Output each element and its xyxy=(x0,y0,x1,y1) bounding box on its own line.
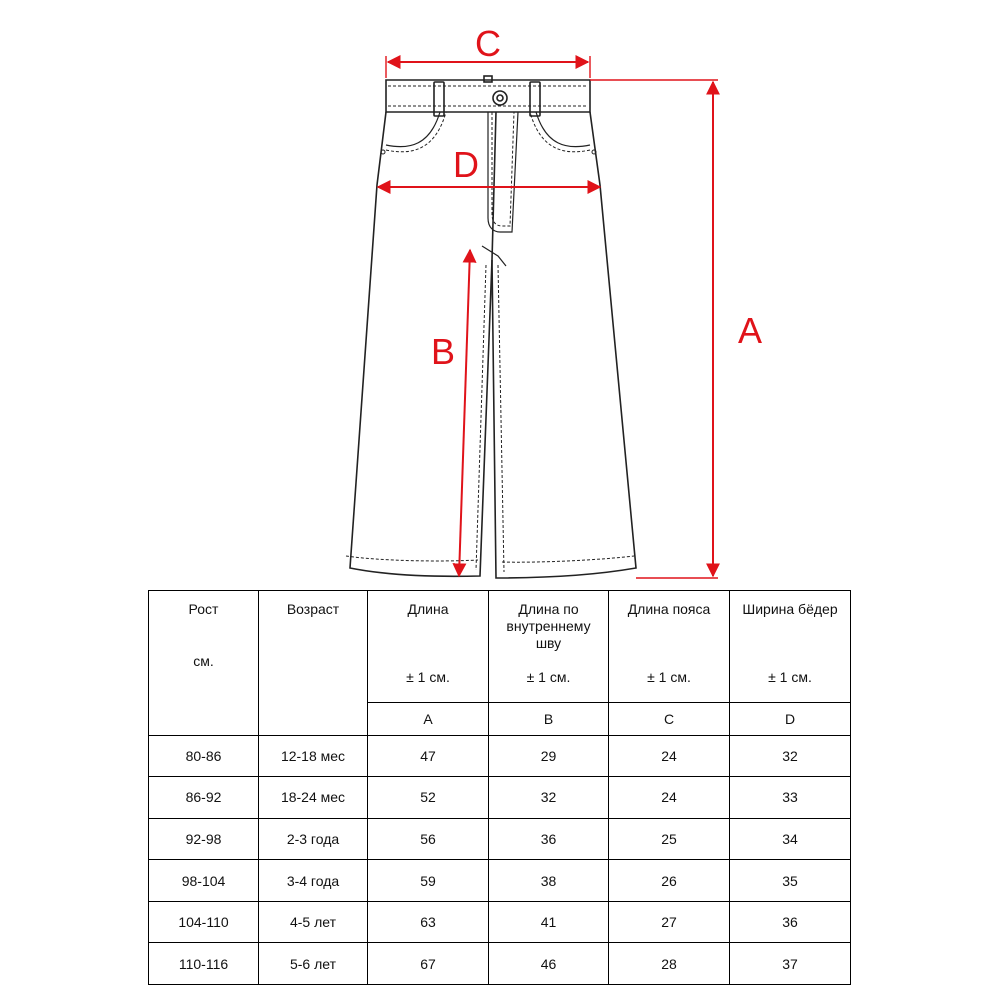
table-cell-age: 12-18 мес xyxy=(259,735,368,777)
table-cell-c: 24 xyxy=(609,777,730,819)
dimension-label-a: A xyxy=(737,310,763,351)
table-cell-height: 110-116 xyxy=(149,943,259,985)
table-cell-d: 37 xyxy=(730,943,851,985)
table-cell-a: 47 xyxy=(368,735,489,777)
table-row xyxy=(149,860,851,902)
table-cell-b: 38 xyxy=(489,860,609,902)
dimension-label-c: C xyxy=(475,23,501,64)
table-cell-d: 34 xyxy=(730,818,851,860)
table-cell-height: 86-92 xyxy=(149,777,259,819)
table-row xyxy=(149,818,851,860)
table-row xyxy=(149,943,851,985)
table-cell-height: 92-98 xyxy=(149,818,259,860)
table-cell-age: 2-3 года xyxy=(259,818,368,860)
table-cell-a: 67 xyxy=(368,943,489,985)
table-cell-a: 56 xyxy=(368,818,489,860)
header-height: Рост см. xyxy=(149,591,259,736)
header-letter-b: B xyxy=(489,702,609,735)
table-row xyxy=(149,901,851,943)
header-length: Длина ± 1 см. xyxy=(368,591,489,703)
header-letter-d: D xyxy=(730,702,851,735)
dimension-label-b: B xyxy=(430,331,456,372)
header-letter-a: A xyxy=(368,702,489,735)
table-cell-a: 63 xyxy=(368,901,489,943)
table-cell-b: 46 xyxy=(489,943,609,985)
table-cell-d: 36 xyxy=(730,901,851,943)
table-cell-age: 4-5 лет xyxy=(259,901,368,943)
table-cell-age: 5-6 лет xyxy=(259,943,368,985)
table-cell-age: 18-24 мес xyxy=(259,777,368,819)
table-cell-c: 24 xyxy=(609,735,730,777)
table-cell-d: 32 xyxy=(730,735,851,777)
size-chart-table xyxy=(148,590,851,985)
header-letter-c: C xyxy=(609,702,730,735)
table-cell-age: 3-4 года xyxy=(259,860,368,902)
table-cell-d: 35 xyxy=(730,860,851,902)
table-body xyxy=(149,735,851,984)
header-inseam: Длина по внутреннему шву ± 1 см. xyxy=(489,591,609,703)
table-cell-b: 36 xyxy=(489,818,609,860)
table-cell-c: 28 xyxy=(609,943,730,985)
table-cell-c: 25 xyxy=(609,818,730,860)
table-cell-b: 41 xyxy=(489,901,609,943)
table-cell-height: 80-86 xyxy=(149,735,259,777)
measure-line-b xyxy=(459,250,470,576)
table-row xyxy=(149,777,851,819)
table-cell-b: 32 xyxy=(489,777,609,819)
table-cell-b: 29 xyxy=(489,735,609,777)
table-header-row xyxy=(149,591,851,703)
table-row xyxy=(149,735,851,777)
header-waist: Длина пояса ± 1 см. xyxy=(609,591,730,703)
table-cell-a: 52 xyxy=(368,777,489,819)
table-cell-height: 98-104 xyxy=(149,860,259,902)
table-cell-a: 59 xyxy=(368,860,489,902)
table-cell-height: 104-110 xyxy=(149,901,259,943)
table-cell-c: 26 xyxy=(609,860,730,902)
header-hip: Ширина бёдер ± 1 см. xyxy=(730,591,851,703)
table-cell-c: 27 xyxy=(609,901,730,943)
table-cell-d: 33 xyxy=(730,777,851,819)
pants-outline xyxy=(346,76,636,578)
dimension-label-d: D xyxy=(453,144,479,185)
header-age: Возраст xyxy=(259,591,368,736)
